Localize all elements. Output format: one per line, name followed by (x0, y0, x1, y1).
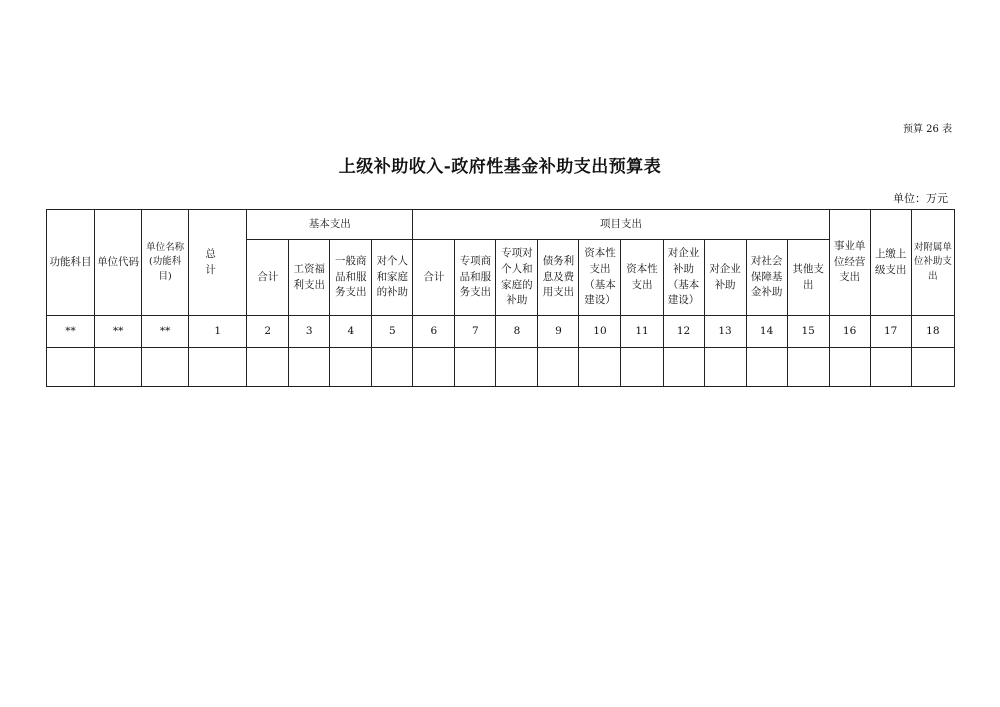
table-cell (47, 348, 95, 387)
table-cell (787, 348, 829, 387)
table-cell (829, 348, 870, 387)
column-index-cell: 4 (330, 316, 372, 348)
header-tail-col: 对附属单位补助支出 (911, 210, 954, 316)
column-index-cell: ** (47, 316, 95, 348)
table-cell (579, 348, 621, 387)
header-project-col: 资本性支出（基本建设） (579, 240, 621, 316)
table-cell (372, 348, 413, 387)
header-func-code: 功能科目 (47, 210, 95, 316)
header-tail-col: 上缴上级支出 (870, 210, 911, 316)
table-cell (142, 348, 189, 387)
table-cell (247, 348, 289, 387)
header-project-col: 专项商品和服务支出 (455, 240, 496, 316)
column-index-cell: 9 (538, 316, 579, 348)
header-project-group: 项目支出 (413, 210, 829, 240)
column-index-cell: ** (95, 316, 142, 348)
table-row (47, 348, 955, 387)
table-cell (289, 348, 330, 387)
header-project-col: 专项对个人和家庭的补助 (496, 240, 538, 316)
table-cell (330, 348, 372, 387)
header-tail-col: 事业单位经营支出 (829, 210, 870, 316)
header-basic-col: 合计 (247, 240, 289, 316)
header-project-col: 对企业补助（基本建设） (663, 240, 704, 316)
budget-table (46, 209, 955, 387)
page-title: 上级补助收入-政府性基金补助支出预算表 (338, 157, 662, 177)
column-index-cell: 12 (663, 316, 704, 348)
table-cell (496, 348, 538, 387)
header-project-col: 对社会保障基金补助 (746, 240, 787, 316)
header-project-col: 资本性支出 (621, 240, 663, 316)
column-index-row (47, 316, 955, 348)
table-cell (663, 348, 704, 387)
unit-label: 单位：万元 (893, 192, 948, 205)
table-cell (189, 348, 247, 387)
table-cell (95, 348, 142, 387)
table-cell (455, 348, 496, 387)
column-index-cell: 10 (579, 316, 621, 348)
header-project-col: 对企业补助 (704, 240, 746, 316)
column-index-cell: 7 (455, 316, 496, 348)
column-index-cell: 8 (496, 316, 538, 348)
column-index-cell: 5 (372, 316, 413, 348)
form-number: 预算 26 表 (903, 124, 953, 135)
column-index-cell: 3 (289, 316, 330, 348)
header-basic-group: 基本支出 (247, 210, 413, 240)
header-basic-col: 对个人和家庭的补助 (372, 240, 413, 316)
column-index-cell: 13 (704, 316, 746, 348)
header-project-col: 债务利息及费用支出 (538, 240, 579, 316)
table-cell (413, 348, 455, 387)
table-cell (870, 348, 911, 387)
column-index-cell: 6 (413, 316, 455, 348)
header-unit-name: 单位名称(功能科目) (142, 210, 189, 316)
table-cell (538, 348, 579, 387)
column-index-cell: 11 (621, 316, 663, 348)
table-cell (911, 348, 954, 387)
table-cell (704, 348, 746, 387)
column-index-cell: 16 (829, 316, 870, 348)
header-basic-col: 一般商品和服务支出 (330, 240, 372, 316)
column-index-cell: 18 (911, 316, 954, 348)
header-unit-code: 单位代码 (95, 210, 142, 316)
column-index-cell: 17 (870, 316, 911, 348)
header-total: 总 计 (189, 210, 247, 316)
column-index-cell: 1 (189, 316, 247, 348)
header-project-col: 合计 (413, 240, 455, 316)
header-project-col: 其他支出 (787, 240, 829, 316)
column-index-cell: 2 (247, 316, 289, 348)
column-index-cell: ** (142, 316, 189, 348)
column-index-cell: 14 (746, 316, 787, 348)
header-basic-col: 工资福利支出 (289, 240, 330, 316)
table-cell (746, 348, 787, 387)
column-index-cell: 15 (787, 316, 829, 348)
header-row-groups (47, 210, 955, 240)
table-cell (621, 348, 663, 387)
